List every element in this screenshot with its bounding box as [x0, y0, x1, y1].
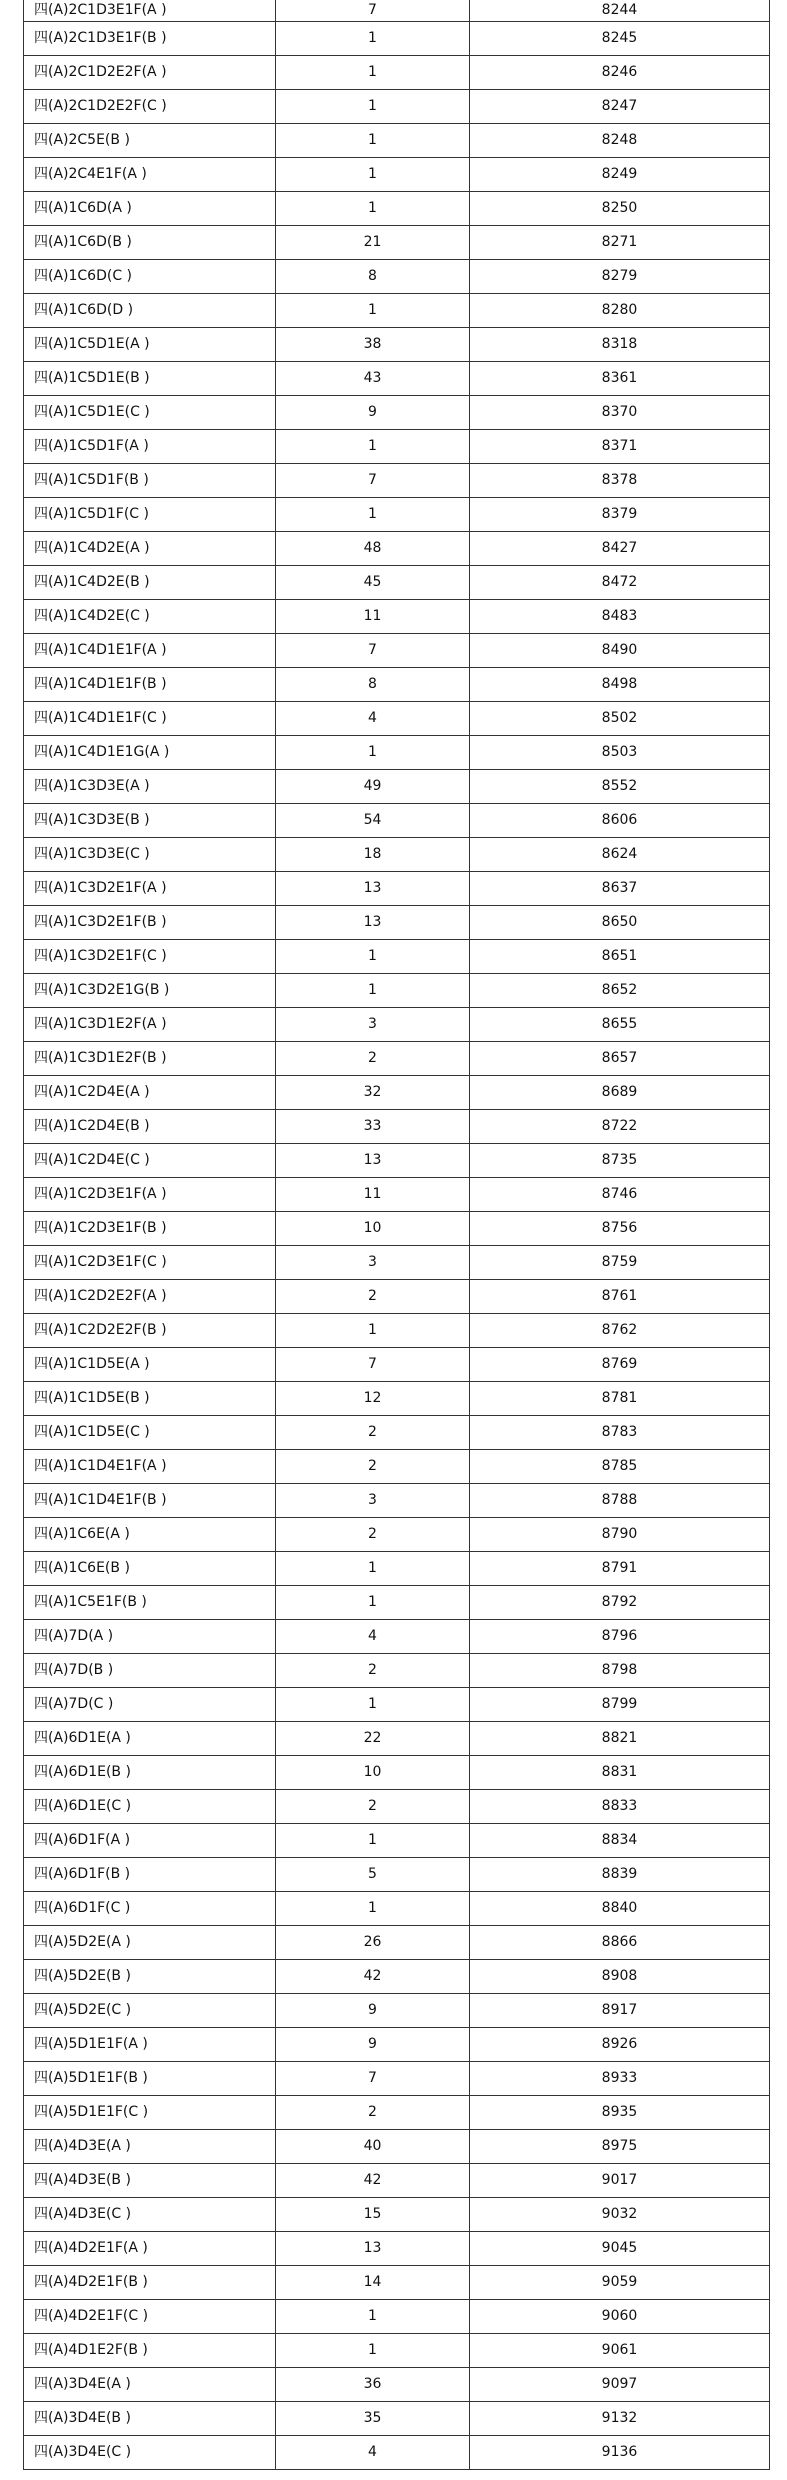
grade-cell: 四(A)1C3D2E1F(B ) — [24, 906, 276, 940]
table-row — [24, 566, 770, 600]
grade-cell: 四(A)1C1D5E(B ) — [24, 1382, 276, 1416]
cumulative-cell: 8722 — [470, 1110, 770, 1144]
count-cell: 2 — [276, 1280, 470, 1314]
count-cell: 1 — [276, 192, 470, 226]
grade-cell: 四(A)4D3E(C ) — [24, 2198, 276, 2232]
grade-cell: 四(A)7D(B ) — [24, 1654, 276, 1688]
table-row — [24, 1382, 770, 1416]
table-row — [24, 1824, 770, 1858]
grade-cell: 四(A)6D1F(C ) — [24, 1892, 276, 1926]
cumulative-cell: 8762 — [470, 1314, 770, 1348]
count-cell: 4 — [276, 2436, 470, 2470]
count-cell: 1 — [276, 1586, 470, 1620]
count-cell: 1 — [276, 2334, 470, 2368]
grade-cell: 四(A)1C6D(C ) — [24, 260, 276, 294]
table-row — [24, 770, 770, 804]
grade-cell: 四(A)1C6D(A ) — [24, 192, 276, 226]
table-row — [24, 906, 770, 940]
table-row — [24, 1960, 770, 1994]
grade-cell: 四(A)1C3D1E2F(A ) — [24, 1008, 276, 1042]
grade-cell: 四(A)5D2E(B ) — [24, 1960, 276, 1994]
cumulative-cell: 8502 — [470, 702, 770, 736]
count-cell: 36 — [276, 2368, 470, 2402]
count-cell: 21 — [276, 226, 470, 260]
table-row — [24, 498, 770, 532]
grade-cell: 四(A)1C4D1E1F(C ) — [24, 702, 276, 736]
grade-cell: 四(A)1C2D3E1F(A ) — [24, 1178, 276, 1212]
count-cell: 3 — [276, 1484, 470, 1518]
cumulative-cell: 8652 — [470, 974, 770, 1008]
cumulative-cell: 8472 — [470, 566, 770, 600]
count-cell: 1 — [276, 22, 470, 56]
table-row — [24, 838, 770, 872]
table-row — [24, 2198, 770, 2232]
grade-cell: 四(A)1C4D1E1G(A ) — [24, 736, 276, 770]
count-cell: 2 — [276, 1790, 470, 1824]
grade-cell: 四(A)4D2E1F(C ) — [24, 2300, 276, 2334]
count-cell: 38 — [276, 328, 470, 362]
count-cell: 12 — [276, 1382, 470, 1416]
count-cell: 13 — [276, 906, 470, 940]
cumulative-cell: 8735 — [470, 1144, 770, 1178]
table-row — [24, 260, 770, 294]
cumulative-cell: 9132 — [470, 2402, 770, 2436]
table-row — [24, 1484, 770, 1518]
grade-cell: 四(A)1C3D3E(A ) — [24, 770, 276, 804]
grade-cell: 四(A)1C3D3E(B ) — [24, 804, 276, 838]
count-cell: 11 — [276, 600, 470, 634]
grade-cell: 四(A)1C1D4E1F(A ) — [24, 1450, 276, 1484]
cumulative-cell: 8427 — [470, 532, 770, 566]
count-cell: 26 — [276, 1926, 470, 1960]
table-row — [24, 2402, 770, 2436]
cumulative-cell: 8280 — [470, 294, 770, 328]
cumulative-cell: 9045 — [470, 2232, 770, 2266]
cumulative-cell: 8781 — [470, 1382, 770, 1416]
count-cell: 45 — [276, 566, 470, 600]
count-cell: 2 — [276, 1042, 470, 1076]
table-row — [24, 56, 770, 90]
cumulative-cell: 8791 — [470, 1552, 770, 1586]
count-cell: 2 — [276, 1450, 470, 1484]
cumulative-cell: 8657 — [470, 1042, 770, 1076]
cumulative-cell: 8244 — [470, 0, 770, 22]
table-row — [24, 2266, 770, 2300]
grade-cell: 四(A)3D4E(C ) — [24, 2436, 276, 2470]
cumulative-cell: 8785 — [470, 1450, 770, 1484]
grade-cell: 四(A)1C2D4E(A ) — [24, 1076, 276, 1110]
grade-cell: 四(A)7D(C ) — [24, 1688, 276, 1722]
cumulative-cell: 8908 — [470, 1960, 770, 1994]
grade-cell: 四(A)1C2D4E(C ) — [24, 1144, 276, 1178]
table-row — [24, 1994, 770, 2028]
count-cell: 7 — [276, 0, 470, 22]
table-row — [24, 532, 770, 566]
count-cell: 33 — [276, 1110, 470, 1144]
table-row — [24, 668, 770, 702]
count-cell: 1 — [276, 1552, 470, 1586]
count-cell: 1 — [276, 430, 470, 464]
count-cell: 9 — [276, 1994, 470, 2028]
count-cell: 22 — [276, 1722, 470, 1756]
table-row — [24, 1756, 770, 1790]
grade-cell: 四(A)1C4D2E(A ) — [24, 532, 276, 566]
grade-cell: 四(A)1C3D2E1G(B ) — [24, 974, 276, 1008]
cumulative-cell: 8245 — [470, 22, 770, 56]
table-row — [24, 1246, 770, 1280]
cumulative-cell: 8756 — [470, 1212, 770, 1246]
table-row — [24, 2436, 770, 2470]
grade-cell: 四(A)5D2E(A ) — [24, 1926, 276, 1960]
grade-cell: 四(A)1C1D5E(A ) — [24, 1348, 276, 1382]
grade-cell: 四(A)1C3D2E1F(C ) — [24, 940, 276, 974]
cumulative-cell: 8935 — [470, 2096, 770, 2130]
table-row — [24, 2368, 770, 2402]
grade-cell: 四(A)1C5D1F(B ) — [24, 464, 276, 498]
grade-cell: 四(A)5D1E1F(B ) — [24, 2062, 276, 2096]
cumulative-cell: 8821 — [470, 1722, 770, 1756]
cumulative-cell: 8379 — [470, 498, 770, 532]
grade-cell: 四(A)2C4E1F(A ) — [24, 158, 276, 192]
table-row — [24, 1008, 770, 1042]
table-row — [24, 1212, 770, 1246]
count-cell: 1 — [276, 294, 470, 328]
table-row — [24, 1688, 770, 1722]
grade-cell: 四(A)2C1D3E1F(B ) — [24, 22, 276, 56]
count-cell: 1 — [276, 974, 470, 1008]
table-row — [24, 1586, 770, 1620]
cumulative-cell: 8552 — [470, 770, 770, 804]
count-cell: 32 — [276, 1076, 470, 1110]
table-row — [24, 804, 770, 838]
count-cell: 7 — [276, 2062, 470, 2096]
grade-cell: 四(A)1C1D4E1F(B ) — [24, 1484, 276, 1518]
grade-cell: 四(A)5D2E(C ) — [24, 1994, 276, 2028]
table-row — [24, 90, 770, 124]
count-cell: 1 — [276, 736, 470, 770]
grade-cell: 四(A)1C2D2E2F(B ) — [24, 1314, 276, 1348]
grade-cell: 四(A)6D1E(B ) — [24, 1756, 276, 1790]
grade-cell: 四(A)1C5D1F(A ) — [24, 430, 276, 464]
count-cell: 10 — [276, 1756, 470, 1790]
score-distribution-sheet — [23, 0, 769, 2470]
table-row — [24, 2232, 770, 2266]
cumulative-cell: 8796 — [470, 1620, 770, 1654]
cumulative-cell: 8839 — [470, 1858, 770, 1892]
grade-cell: 四(A)2C5E(B ) — [24, 124, 276, 158]
table-row — [24, 1892, 770, 1926]
count-cell: 5 — [276, 1858, 470, 1892]
grade-cell: 四(A)1C2D2E2F(A ) — [24, 1280, 276, 1314]
count-cell: 9 — [276, 2028, 470, 2062]
count-cell: 1 — [276, 940, 470, 974]
cumulative-cell: 8370 — [470, 396, 770, 430]
table-row — [24, 2164, 770, 2198]
grade-cell: 四(A)3D4E(A ) — [24, 2368, 276, 2402]
cumulative-cell: 8378 — [470, 464, 770, 498]
count-cell: 1 — [276, 90, 470, 124]
count-cell: 9 — [276, 396, 470, 430]
count-cell: 1 — [276, 1314, 470, 1348]
count-cell: 1 — [276, 124, 470, 158]
count-cell: 1 — [276, 158, 470, 192]
table-row — [24, 158, 770, 192]
cumulative-cell: 8788 — [470, 1484, 770, 1518]
count-cell: 7 — [276, 464, 470, 498]
count-cell: 8 — [276, 260, 470, 294]
count-cell: 18 — [276, 838, 470, 872]
table-row — [24, 2130, 770, 2164]
cumulative-cell: 8769 — [470, 1348, 770, 1382]
count-cell: 42 — [276, 2164, 470, 2198]
table-row — [24, 430, 770, 464]
grade-cell: 四(A)1C2D4E(B ) — [24, 1110, 276, 1144]
count-cell: 10 — [276, 1212, 470, 1246]
grade-cell: 四(A)5D1E1F(C ) — [24, 2096, 276, 2130]
count-cell: 42 — [276, 1960, 470, 1994]
table-row — [24, 328, 770, 362]
cumulative-cell: 8933 — [470, 2062, 770, 2096]
cumulative-cell: 8840 — [470, 1892, 770, 1926]
cumulative-cell: 8503 — [470, 736, 770, 770]
cumulative-cell: 8783 — [470, 1416, 770, 1450]
table-row — [24, 0, 770, 22]
table-row — [24, 1722, 770, 1756]
count-cell: 3 — [276, 1008, 470, 1042]
cumulative-cell: 8249 — [470, 158, 770, 192]
count-cell: 1 — [276, 1824, 470, 1858]
grade-cell: 四(A)5D1E1F(A ) — [24, 2028, 276, 2062]
count-cell: 1 — [276, 2300, 470, 2334]
cumulative-cell: 9017 — [470, 2164, 770, 2198]
cumulative-cell: 8248 — [470, 124, 770, 158]
grade-distribution-table — [23, 0, 770, 2470]
table-row — [24, 2062, 770, 2096]
cumulative-cell: 8975 — [470, 2130, 770, 2164]
grade-cell: 四(A)1C2D3E1F(C ) — [24, 1246, 276, 1280]
grade-cell: 四(A)1C5D1E(A ) — [24, 328, 276, 362]
grade-cell: 四(A)4D2E1F(B ) — [24, 2266, 276, 2300]
table-row — [24, 1858, 770, 1892]
cumulative-cell: 8792 — [470, 1586, 770, 1620]
count-cell: 35 — [276, 2402, 470, 2436]
cumulative-cell: 8790 — [470, 1518, 770, 1552]
cumulative-cell: 9032 — [470, 2198, 770, 2232]
cumulative-cell: 8746 — [470, 1178, 770, 1212]
count-cell: 13 — [276, 2232, 470, 2266]
cumulative-cell: 8650 — [470, 906, 770, 940]
table-row — [24, 362, 770, 396]
count-cell: 3 — [276, 1246, 470, 1280]
table-row — [24, 1790, 770, 1824]
table-row — [24, 1178, 770, 1212]
grade-cell: 四(A)2C1D2E2F(A ) — [24, 56, 276, 90]
cumulative-cell: 8637 — [470, 872, 770, 906]
table-row — [24, 1926, 770, 1960]
table-row — [24, 974, 770, 1008]
grade-cell: 四(A)1C4D1E1F(A ) — [24, 634, 276, 668]
grade-cell: 四(A)6D1F(B ) — [24, 1858, 276, 1892]
table-row — [24, 464, 770, 498]
count-cell: 1 — [276, 56, 470, 90]
count-cell: 4 — [276, 1620, 470, 1654]
cumulative-cell: 8483 — [470, 600, 770, 634]
grade-cell: 四(A)6D1F(A ) — [24, 1824, 276, 1858]
grade-cell: 四(A)1C1D5E(C ) — [24, 1416, 276, 1450]
cumulative-cell: 8798 — [470, 1654, 770, 1688]
table-row — [24, 634, 770, 668]
grade-cell: 四(A)1C5D1F(C ) — [24, 498, 276, 532]
table-row — [24, 294, 770, 328]
grade-cell: 四(A)3D4E(B ) — [24, 2402, 276, 2436]
table-row — [24, 1518, 770, 1552]
count-cell: 1 — [276, 498, 470, 532]
grade-cell: 四(A)1C6D(B ) — [24, 226, 276, 260]
table-row — [24, 2300, 770, 2334]
cumulative-cell: 8689 — [470, 1076, 770, 1110]
table-row — [24, 2096, 770, 2130]
table-row — [24, 1654, 770, 1688]
cumulative-cell: 8831 — [470, 1756, 770, 1790]
count-cell: 13 — [276, 872, 470, 906]
table-row — [24, 736, 770, 770]
cumulative-cell: 8799 — [470, 1688, 770, 1722]
count-cell: 7 — [276, 1348, 470, 1382]
table-row — [24, 1144, 770, 1178]
count-cell: 1 — [276, 1892, 470, 1926]
grade-cell: 四(A)1C6E(A ) — [24, 1518, 276, 1552]
grade-cell: 四(A)4D3E(B ) — [24, 2164, 276, 2198]
grade-cell: 四(A)1C3D1E2F(B ) — [24, 1042, 276, 1076]
count-cell: 2 — [276, 1416, 470, 1450]
table-row — [24, 22, 770, 56]
count-cell: 13 — [276, 1144, 470, 1178]
cumulative-cell: 8834 — [470, 1824, 770, 1858]
count-cell: 1 — [276, 1688, 470, 1722]
grade-cell: 四(A)2C1D2E2F(C ) — [24, 90, 276, 124]
table-row — [24, 1076, 770, 1110]
grade-cell: 四(A)2C1D3E1F(A ) — [24, 0, 276, 22]
grade-cell: 四(A)1C6E(B ) — [24, 1552, 276, 1586]
count-cell: 2 — [276, 2096, 470, 2130]
cumulative-cell: 8761 — [470, 1280, 770, 1314]
grade-cell: 四(A)1C2D3E1F(B ) — [24, 1212, 276, 1246]
count-cell: 2 — [276, 1654, 470, 1688]
grade-cell: 四(A)6D1E(C ) — [24, 1790, 276, 1824]
cumulative-cell: 8318 — [470, 328, 770, 362]
grade-cell: 四(A)1C3D3E(C ) — [24, 838, 276, 872]
table-row — [24, 1450, 770, 1484]
grade-cell: 四(A)1C3D2E1F(A ) — [24, 872, 276, 906]
cumulative-cell: 9061 — [470, 2334, 770, 2368]
cumulative-cell: 8624 — [470, 838, 770, 872]
count-cell: 43 — [276, 362, 470, 396]
table-row — [24, 192, 770, 226]
count-cell: 7 — [276, 634, 470, 668]
table-row — [24, 1416, 770, 1450]
grade-cell: 四(A)1C5D1E(B ) — [24, 362, 276, 396]
table-row — [24, 1314, 770, 1348]
table-row — [24, 2334, 770, 2368]
cumulative-cell: 8926 — [470, 2028, 770, 2062]
count-cell: 49 — [276, 770, 470, 804]
table-row — [24, 872, 770, 906]
count-cell: 54 — [276, 804, 470, 838]
count-cell: 48 — [276, 532, 470, 566]
table-row — [24, 940, 770, 974]
table-row — [24, 600, 770, 634]
cumulative-cell: 8917 — [470, 1994, 770, 2028]
cumulative-cell: 9136 — [470, 2436, 770, 2470]
cumulative-cell: 8279 — [470, 260, 770, 294]
cumulative-cell: 8247 — [470, 90, 770, 124]
cumulative-cell: 8833 — [470, 1790, 770, 1824]
table-body — [24, 0, 770, 2470]
table-row — [24, 396, 770, 430]
cumulative-cell: 8271 — [470, 226, 770, 260]
count-cell: 11 — [276, 1178, 470, 1212]
cumulative-cell: 8759 — [470, 1246, 770, 1280]
cumulative-cell: 8651 — [470, 940, 770, 974]
table-row — [24, 702, 770, 736]
cumulative-cell: 8866 — [470, 1926, 770, 1960]
cumulative-cell: 8498 — [470, 668, 770, 702]
cumulative-cell: 9059 — [470, 2266, 770, 2300]
table-row — [24, 1620, 770, 1654]
cumulative-cell: 9060 — [470, 2300, 770, 2334]
cumulative-cell: 8655 — [470, 1008, 770, 1042]
table-row — [24, 226, 770, 260]
table-row — [24, 2028, 770, 2062]
cumulative-cell: 8371 — [470, 430, 770, 464]
grade-cell: 四(A)1C4D2E(B ) — [24, 566, 276, 600]
cumulative-cell: 8490 — [470, 634, 770, 668]
count-cell: 15 — [276, 2198, 470, 2232]
table-row — [24, 1042, 770, 1076]
table-row — [24, 1280, 770, 1314]
count-cell: 2 — [276, 1518, 470, 1552]
cumulative-cell: 8361 — [470, 362, 770, 396]
table-row — [24, 1348, 770, 1382]
grade-cell: 四(A)4D2E1F(A ) — [24, 2232, 276, 2266]
grade-cell: 四(A)4D3E(A ) — [24, 2130, 276, 2164]
cumulative-cell: 9097 — [470, 2368, 770, 2402]
cumulative-cell: 8606 — [470, 804, 770, 838]
grade-cell: 四(A)1C4D1E1F(B ) — [24, 668, 276, 702]
grade-cell: 四(A)1C5D1E(C ) — [24, 396, 276, 430]
count-cell: 14 — [276, 2266, 470, 2300]
table-row — [24, 1110, 770, 1144]
count-cell: 4 — [276, 702, 470, 736]
table-row — [24, 124, 770, 158]
cumulative-cell: 8250 — [470, 192, 770, 226]
cumulative-cell: 8246 — [470, 56, 770, 90]
grade-cell: 四(A)7D(A ) — [24, 1620, 276, 1654]
count-cell: 40 — [276, 2130, 470, 2164]
grade-cell: 四(A)1C5E1F(B ) — [24, 1586, 276, 1620]
grade-cell: 四(A)4D1E2F(B ) — [24, 2334, 276, 2368]
table-row — [24, 1552, 770, 1586]
grade-cell: 四(A)1C6D(D ) — [24, 294, 276, 328]
count-cell: 8 — [276, 668, 470, 702]
grade-cell: 四(A)1C4D2E(C ) — [24, 600, 276, 634]
grade-cell: 四(A)6D1E(A ) — [24, 1722, 276, 1756]
